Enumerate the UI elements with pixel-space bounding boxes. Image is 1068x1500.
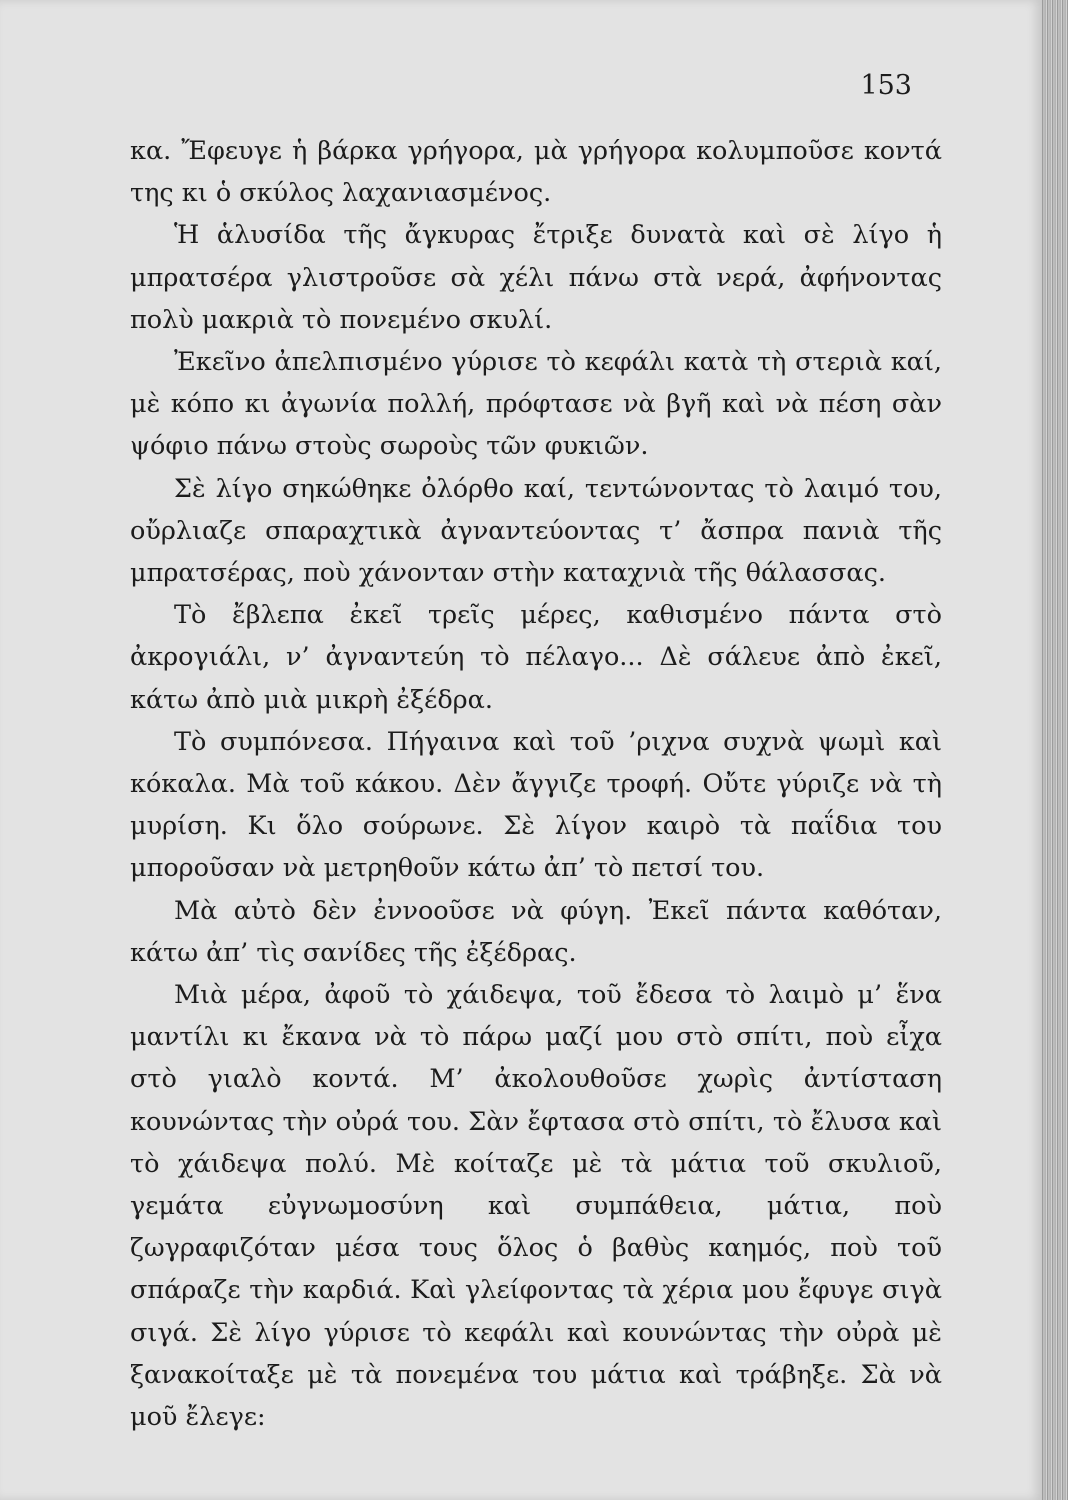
- page-edge-stack: [1042, 0, 1068, 1500]
- paragraph-2: Ἡ ἁλυσίδα τῆς ἄγκυρας ἔτριξε δυνατὰ καὶ σὲ λίγο ἡ μπρατσέρα γλιστροῦσε σὰ χέλι πάνω στὰ νερά, ἀφήνοντας πολὺ μακριὰ τὸ πονεμένο σκυλί.: [130, 220, 942, 335]
- paragraph-4: Σὲ λίγο σηκώθηκε ὀλόρθο καί, τεντώνοντας τὸ λαιμό του, οὔρλιαζε σπαραχτικὰ ἀγναντεύοντας τ’ ἄσπρα πανιὰ τῆς μπρατσέρας, ποὺ χάνονταν στὴν καταχνιὰ τῆς θάλασσας.: [130, 473, 942, 589]
- page-number: 153: [860, 70, 912, 101]
- paragraph-3: Ἐκεῖνο ἀπελπισμένο γύρισε τὸ κεφάλι κατὰ τὴ στεριὰ καί, μὲ κόπο κι ἀγωνία πολλή, πρόφτασε νὰ βγῆ καὶ νὰ πέση σὰν ψόφιο πάνω στοὺς σωροὺς τῶν φυκιῶν.: [130, 347, 942, 462]
- body-text: [130, 130, 942, 1438]
- paragraph-8: Μιὰ μέρα, ἀφοῦ τὸ χάιδεψα, τοῦ ἔδεσα τὸ λαιμὸ μ’ ἕνα μαντίλι κι ἔκανα νὰ τὸ πάρω μαζί μου στὸ σπίτι, ποὺ εἶχα στὸ γιαλὸ κοντά. Μ’ ἀκολουθοῦσε χωρὶς ἀντίσταση κουνώντας τὴν οὐρά του. Σὰν ἔφτασα στὸ σπίτι, τὸ ἔλυσα καὶ τὸ χάιδεψα πολύ. Μὲ κοίταζε μὲ τὰ μάτια τοῦ σκυλιοῦ, γεμάτα εὐγνωμοσύνη καὶ συμπάθεια, μάτια, ποὺ ζωγραφιζόταν μέσα τους ὅλος ὁ βαθὺς καημός, ποὺ τοῦ σπάραζε τὴν καρδιά. Καὶ γλείφοντας τὰ χέρια μου ἔφυγε σιγὰ σιγά. Σὲ λίγο γύρισε τὸ κεφάλι καὶ κουνώντας τὴν οὐρὰ μὲ ξανακοίταξε μὲ τὰ πονεμένα του μάτια καὶ τράβηξε. Σὰ νὰ μοῦ ἔλεγε:: [130, 980, 942, 1433]
- paragraph-6: Τὸ συμπόνεσα. Πήγαινα καὶ τοῦ ’ριχνα συχνὰ ψωμὶ καὶ κόκαλα. Μὰ τοῦ κάκου. Δὲν ἄγγιζε τροφή. Οὔτε γύριζε νὰ τὴ μυρίση. Κι ὅλο σούρωνε. Σὲ λίγον καιρὸ τὰ παΐδια του μποροῦσαν νὰ μετρηθοῦν κάτω ἀπ’ τὸ πετσί του.: [130, 726, 942, 884]
- paragraph-5: Τὸ ἔβλεπα ἐκεῖ τρεῖς μέρες, καθισμένο πάντα στὸ ἀκρογιάλι, ν’ ἀγναντεύη τὸ πέλαγο... Δὲ σάλευε ἀπὸ ἐκεῖ, κάτω ἀπὸ μιὰ μικρὴ ἐξέδρα.: [130, 600, 942, 715]
- paragraph-7: Μὰ αὐτὸ δὲν ἐννοοῦσε νὰ φύγη. Ἐκεῖ πάντα καθόταν, κάτω ἀπ’ τὶς σανίδες τῆς ἐξέδρας.: [130, 895, 942, 968]
- paragraph-1: κα. Ἔφευγε ἡ βάρκα γρήγορα, μὰ γρήγορα κολυμποῦσε κοντά της κι ὁ σκύλος λαχανιασμένος.: [130, 136, 942, 209]
